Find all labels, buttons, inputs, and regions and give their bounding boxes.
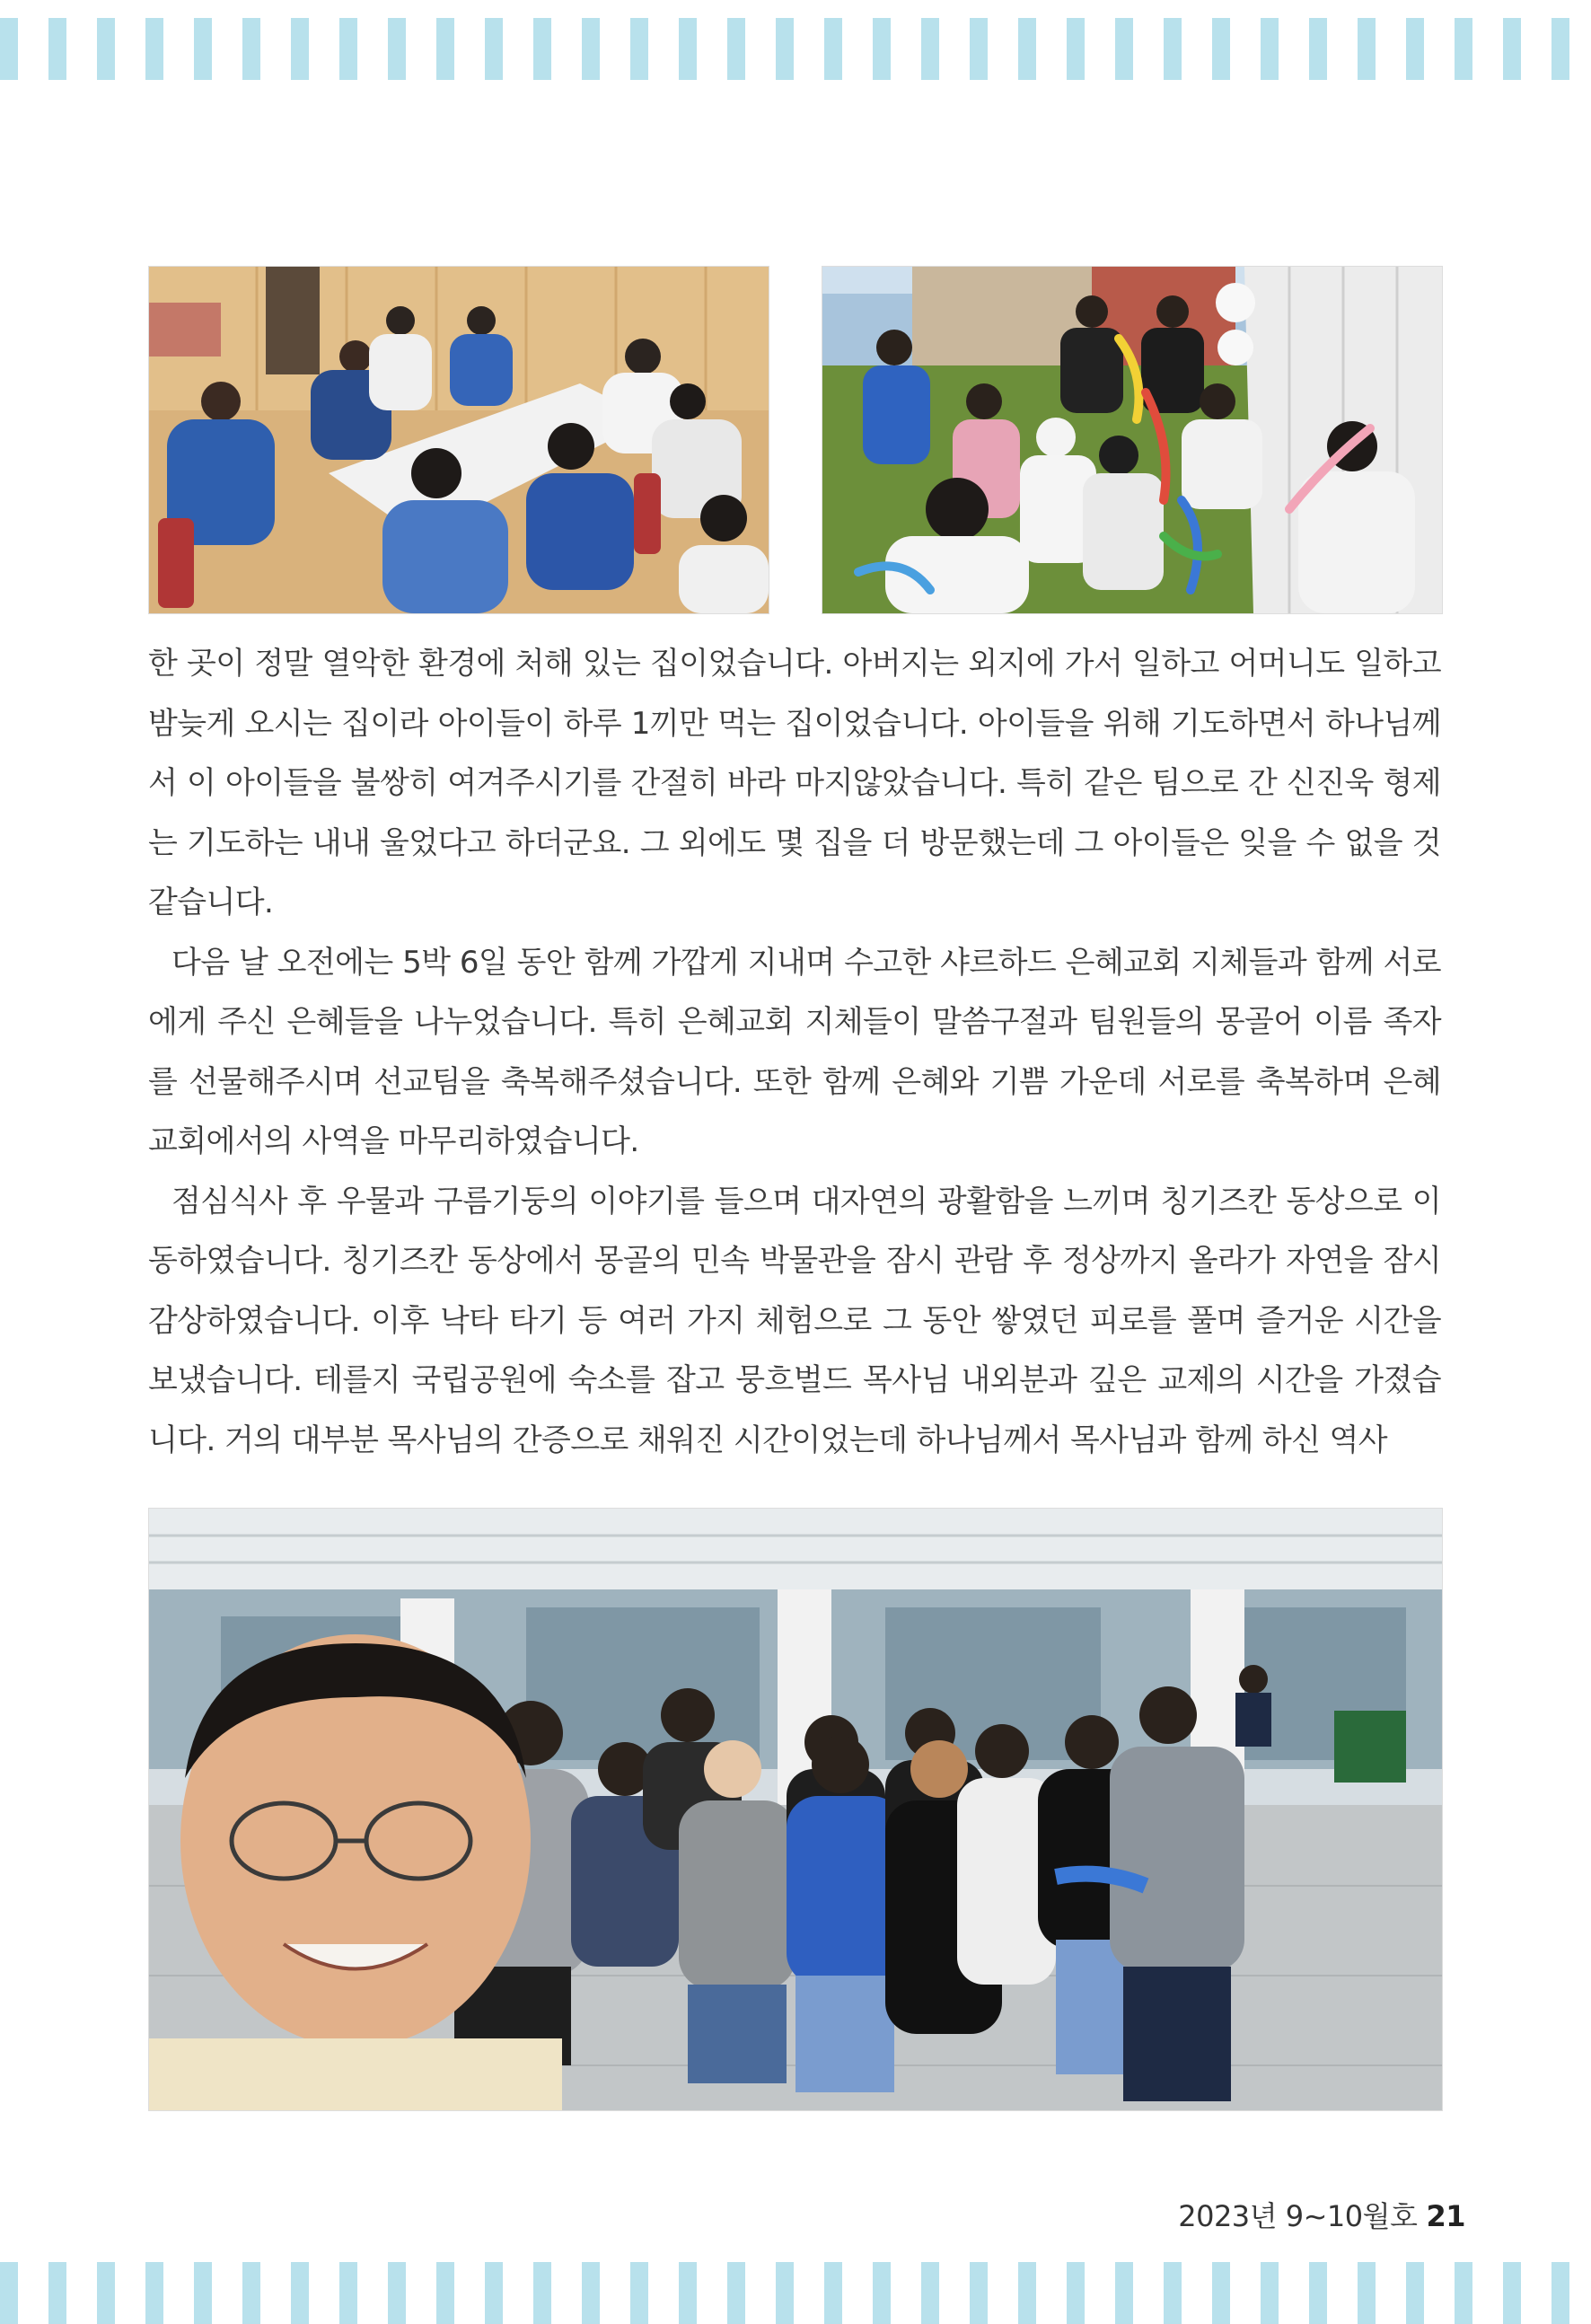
paragraph-1: 한 곳이 정말 열악한 환경에 처해 있는 집이었습니다. 아버지는 외지에 가서 일하고 어머니도 일하고 밤늦게 오시는 집이라 아이들이 하루 1끼만 먹는 집이었습니다. 아이들을 위해 기도하면서 하나님께서 이 아이들을 불쌍히 여겨주시기를 간절히 바라 마지않았습니다. 특히 같은 팀으로 간 신진욱 형제는 기도하는 내내 울었다고 하더군요. 그 외에도 몇 집을 더 방문했는데 그 아이들은 잊을 수 없을 것 같습니다. [148,646,1441,920]
photo-indoor-meeting [148,266,769,614]
paragraph-2: 다음 날 오전에는 5박 6일 동안 함께 가깝게 지내며 수고한 샤르하드 은혜교회 지체들과 함께 서로에게 주신 은혜들을 나누었습니다. 특히 은혜교회 지체들이 말씀구절과 팀원들의 몽골어 이름 족자를 선물해주시며 선교팀을 축복해주셨습니다. 또한 함께 은혜와 기쁨 가운데 서로를 축복하며 은혜교회에서의 사역을 마무리하였습니다. [148,944,1441,1159]
photo-group-selfie-airport [148,1508,1443,2111]
paragraph-3: 점심식사 후 우물과 구름기둥의 이야기를 들으며 대자연의 광활함을 느끼며 칭기즈칸 동상으로 이동하였습니다. 칭기즈칸 동상에서 몽골의 민속 박물관을 잠시 관람 후 정상까지 올라가 자연을 잠시 감상하였습니다. 이후 낙타 타기 등 여러 가지 체험으로 그 동안 쌓였던 피로를 풀며 즐거운 시간을 보냈습니다. 테를지 국립공원에 숙소를 잡고 뭉흐벌드 목사님 내외분과 깊은 교제의 시간을 가졌습니다. 거의 대부분 목사님의 간증으로 채워진 시간이었는데 하나님께서 목사님과 함께 하신 역사 [148,1183,1441,1458]
page-number: 21 [1426,2199,1465,2233]
issue-label: 2023년 9~10월호 [1178,2199,1418,2233]
bottom-stripe-border [0,2262,1591,2324]
article-body [148,634,1441,1470]
photo-children-balloons [822,266,1443,614]
page-footer [1178,2194,1465,2235]
top-stripe-border [0,18,1591,80]
